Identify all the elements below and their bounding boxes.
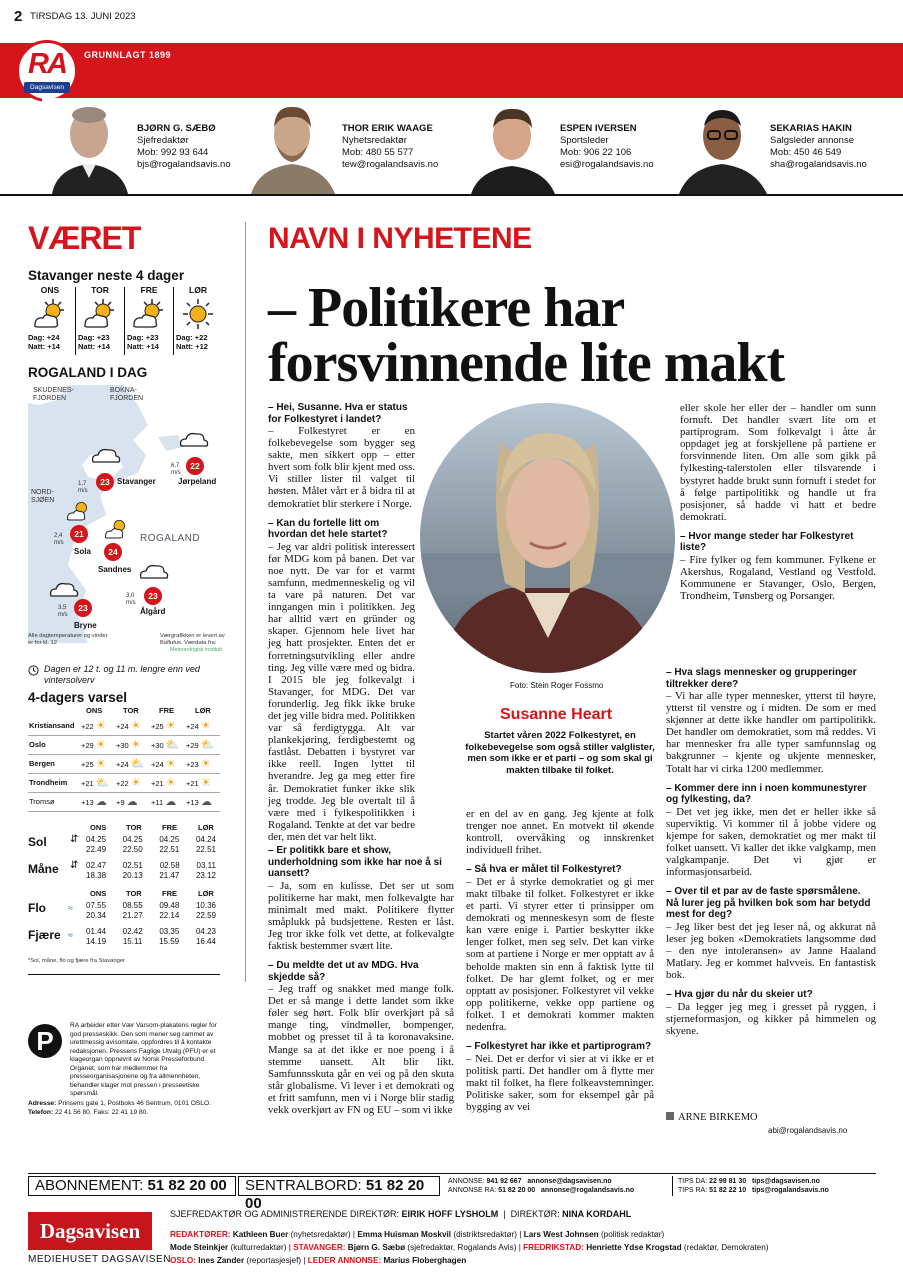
table-row [28, 735, 220, 754]
sun-icon: ☀ [130, 739, 141, 751]
table-row [28, 792, 220, 811]
staff-email[interactable]: sha@rogalandsavis.no [770, 159, 867, 170]
map-label-boknafjorden: BOKNA- FJORDEN [110, 387, 144, 402]
astro-day: FRE [162, 823, 177, 832]
forecast-temp: +11 ☁ [150, 792, 185, 811]
page-number: 2 [14, 8, 23, 25]
day-length [28, 664, 220, 685]
wind-speed: 1,7 m/s [78, 481, 88, 494]
staff-name: ESPEN IVERSEN [560, 123, 637, 134]
headline-line: forsvinnende lite makt [268, 332, 785, 394]
day-name: LØR [189, 285, 207, 295]
abonnement-phone: 51 82 20 00 [147, 1177, 227, 1194]
place-name: Sandnes [98, 565, 132, 574]
interview-question: – Er politikk bare et show, underholdning som ikke har noe å si uansett? [268, 845, 442, 879]
sun-icon: ☀ [165, 719, 176, 732]
interview-answer: – Ja, som en kulisse. Det ser ut som politikerne har makt, men folkevalgte har minimalt med makt. Politikere flytter småplukk på budsjettene. Resten er låst. Jeg tror ikke folk vet dette, at folkevalgte faktisk bestemmer svært lite. [268, 879, 454, 952]
astro-note: *Sol, måne, flo og fjære fra Stavanger [28, 958, 125, 964]
article-column-1 [268, 402, 415, 843]
staff-role: Sjefredaktør [137, 135, 189, 146]
staff-mobile: Mob: 480 55 577 [342, 147, 414, 158]
footer-editors-line-4: OSLO: Ines Zander (reportasjesjef) | LEDER ANNONSE: Marius Floberghagen [170, 1256, 467, 1265]
footer-editors-line-3: Mode Steinkjer (kulturredaktør) | STAVANGER: Bjørn G. Sæbø (sjefredaktør, Rogalands Avis) | FREDRIKSTAD: Henriette Ydse Krogstad (redaktør, Demokraten) [170, 1243, 769, 1252]
forecast-temp: +24 ⛅ [115, 754, 150, 773]
press-logo: P [28, 1024, 62, 1058]
headline [268, 277, 878, 394]
cloud-icon: ☁ [95, 796, 107, 808]
forecast-temp: +21 ☀ [185, 773, 220, 792]
sun-icon: ☀ [200, 719, 211, 732]
interview-question: – Over til et par av de faste spørsmålene. Nå lurer jeg på hvilken bok som har betydd mest for deg? [666, 886, 871, 921]
day-forecast [26, 285, 74, 351]
interview-answer: eller skole her eller der – handler om sunn fornuft. Det handler svært lite om et partiprogram. Som folkevalgt i åtte år oppdaget jeg at forskjellene på partiene er forsvinnende liten. Om alle som gikk på fylkesting-talerstolen eller tilsvarende i bystyret hadde brukt sunn fornuft i stedet for å følge partipolitikk og handle ut fra posisjoner, så hadde vi hatt et bedre demokrati. [680, 402, 876, 523]
sentralbord-phone: 51 82 20 00 [245, 1177, 425, 1212]
interview-question: – Hei, Susanne. Hva er status for Folkestyret i landet? [268, 402, 408, 425]
byline-email[interactable]: abi@rogalandsavis.no [768, 1126, 848, 1135]
flo-label: Flo [28, 901, 46, 915]
astro-day: LØR [198, 823, 214, 832]
sol-label: Sol [28, 835, 47, 849]
sun-cloud-icon [81, 297, 119, 331]
tide-day: LØR [198, 889, 214, 898]
interview-question: – Kommer dere inn i noen kommunestyrer og fylkesting, da? [666, 782, 867, 806]
forecast-temp: +30 ☀ [115, 735, 150, 754]
tide-day: TOR [126, 889, 142, 898]
founded-label: GRUNNLAGT 1899 [84, 50, 172, 60]
temp-badge: 23 [96, 473, 114, 491]
day-forecast [76, 285, 124, 351]
interview-answer: – Jeg var aldri politisk interessert før MDG kom på banen. Det var noe nytt. De var for et varmt samfunn, medmenneskelig og vil ta vare på naturen. Det var inngangen min i politikken. Jeg har alltid vært en gründer og skaper. Gjennom hele livet har jeg hatt prosjekter. Enten det er forretningsutvikling eller andre ting. Jeg ville være med og bidra. I 2015 ble jeg folkevalgt i Stavanger, for MDG. Det var forunderlig. Jeg fikk ikke bruke det jeg ville bidra med. Politikken var så ferdigtygga. Alt var plankekjøring, ferdigbestemt og fastlåst. Debatten i bystyret var ikke reell. Ingen lyttet til hverandre. Jeg ga meg etter fire år. Demokratiet funker ikke slik jeg trodde. Jeg ble overtalt til å være med i fylkespolitikken i Rogaland. Tenkte at det var bedre der, men det var helt likt. [268, 540, 415, 843]
cloud-icon [48, 579, 80, 599]
temp-badge: 24 [104, 543, 122, 561]
logo-sub: Dagsavisen [24, 82, 70, 93]
tide-day: ONS [90, 889, 107, 898]
byline-square-icon [666, 1112, 674, 1120]
article-column-3-lower [666, 667, 876, 1037]
sun-icon: ☀ [130, 777, 141, 789]
staff-portrait [465, 98, 560, 194]
weather-title: VÆRET [28, 220, 141, 256]
forecast-temp: +24 ☀ [150, 754, 185, 773]
tide-table: ONS TOR FRE LØR Flo ≈ 07.55 08.55 09.48 10.36 20.34 21.27 22.14 22.59 Fjære ≈ 01.44 02.42 03.35 04.23 14.19 15.11 15.59 16.44 [28, 889, 216, 946]
table-row [28, 754, 220, 773]
wind-speed: 3,5 m/s [58, 605, 68, 618]
staff-mobile: Mob: 450 46 549 [770, 147, 842, 158]
portrait-photo [420, 403, 675, 673]
interview-answer: – Fire fylker og fem kommuner. Fylkene er Akershus, Rogaland, Vestland og Vestfold. Kommunene er Stavanger, Oslo, Bergen, Trondheim, Tønsberg og Porsanger. [680, 553, 876, 603]
dag-temp: +23 [96, 333, 110, 342]
natt-label: Natt: [78, 342, 96, 351]
interview-question: – Hvor mange steder har Folkestyret liste? [680, 530, 854, 554]
person-description: Startet våren 2022 Folkestyret, en folkebevegelse som også stiller valglister, men som ikke er et parti – og som skal gi makten tilbake til folket. [465, 730, 655, 776]
forecast-day: TOR [123, 706, 139, 715]
forecast-temp: +13 ☁ [80, 792, 115, 811]
staff-role: Nyhetsredaktør [342, 135, 407, 146]
dag-temp: +23 [145, 333, 159, 342]
place-name: Stavanger [117, 477, 156, 486]
press-text: RA arbeider etter Vær Varsom-plakatens regler for god presseskikk. Den som mener seg rammet av urettmessig avisomtale, oppfordres til å kontakte redaksjonen. Pressens Faglige Utvalg (PFU) er et klageorgan oppnevnt av Norsk Presseforbund. Organet, som har medlemmer fra presseorganisasjonene og fra allmennheten, behandler klager mot pressen i presseetiske spørsmål. [70, 1022, 217, 1097]
interview-question: – Du meldte det ut av MDG. Hva skjedde så? [268, 960, 419, 983]
forecast-city: Kristiansand [28, 716, 80, 735]
day-name: ONS [40, 285, 60, 295]
day-length-text: Dagen er 12 t. og 11 m. lengre enn ved vintersolverv [44, 664, 200, 685]
temp-badge: 23 [144, 587, 162, 605]
interview-answer: – Folkestyret er en folkebevegelse som bygger seg sakte, men sikkert opp – etter hvert som folk blir kjent med oss. Vi stiller lister til valget til høsten. Målet vårt er å bidra til at demokratiet blir sterkere i Norge. [268, 425, 415, 510]
sentralbord-box [238, 1176, 440, 1212]
forecast-temp: +30 ⛅ [150, 735, 185, 754]
table-row [28, 716, 220, 735]
mane-label: Måne [28, 862, 59, 876]
tide-day: FRE [162, 889, 177, 898]
sun-icon: ☀ [200, 777, 211, 789]
sun-cloud-icon: ⛅ [95, 777, 110, 789]
forecast-city: Trondheim [28, 773, 80, 792]
interview-answer: – Vi har alle typer mennesker, ytterst til høyre, ytterst til venstre og i midten. De som er med skjønner at dette ikke handler om partipolitikk. Det handler om demokratiet, som må reddes. Vi har mennesker fra alle typer samfunnslag og bakgrunner – kjente og ukjente mennesker, Totalt har vi cirka 1200 medlemmer. [666, 690, 876, 775]
sun-icon: ☀ [95, 758, 106, 770]
met-label: Meteorologisk institutt [170, 647, 223, 653]
staff-role: Sportsleder [560, 135, 609, 146]
address-label: Adresse: [28, 1100, 57, 1107]
forecast-temp: +13 ☁ [185, 792, 220, 811]
wind-speed: 6,7 m/s [171, 463, 181, 476]
sun-icon: ☀ [130, 719, 141, 732]
forecast-city: Oslo [28, 735, 80, 754]
wind-speed: 3,0 m/s [126, 593, 136, 606]
interview-question: – Kan du fortelle litt om hvordan det hele startet? [268, 517, 388, 541]
natt-label: Natt: [28, 342, 46, 351]
staff-name: THOR ERIK WAAGE [342, 123, 433, 134]
staff-role: Salgsleder annonse [770, 135, 854, 146]
dagsavisen-logo: Dagsavisen [28, 1212, 152, 1250]
natt-label: Natt: [127, 342, 145, 351]
staff-email[interactable]: bjs@rogalandsavis.no [137, 159, 231, 170]
day-name: FRE [140, 285, 158, 295]
cloud-icon [138, 561, 170, 581]
forecast-day: LØR [195, 706, 211, 715]
sun-cloud-icon: ⛅ [130, 758, 145, 770]
interview-answer: – Det vet jeg ikke, men det er heller ikke så superviktig. Vi kommer til å jobbe videre og kjempe for saken, demokratiet og mer makt til folket uansett. Vi kaller det ikke valgkamp, men valgkampanje. Det vi gjør er informasjonsarbeid. [666, 805, 876, 879]
cloud-icon [90, 445, 122, 465]
stavanger-forecast-title: Stavanger neste 4 dager [28, 268, 185, 283]
interview-question: – Hva gjør du når du skeier ut? [666, 989, 813, 1001]
staff-name: SEKARIAS HAKIN [770, 123, 852, 134]
footer-editors-line-2: REDAKTØRER: Kathleen Buer (nyhetsredaktør) | Emma Huisman Moskvil (distriktsredaktør) | Lars West Johnsen (politisk redaktør) [170, 1230, 665, 1239]
interview-question: – Så hva er målet til Folkestyret? [466, 864, 622, 876]
cloud-icon: ☁ [200, 796, 212, 808]
phone-label: Telefon: [28, 1108, 54, 1116]
wind-speed: 2,4 m/s [54, 533, 64, 546]
interview-question: – Hva slags mennesker og grupperinger tiltrekker dere? [666, 667, 857, 690]
byline-name: ARNE BIRKEMO [678, 1112, 758, 1123]
sun-cloud-icon [102, 515, 132, 541]
forecast-day: ONS [86, 706, 103, 715]
rogaland-map [28, 385, 220, 643]
day-forecast [174, 285, 222, 351]
article-column-2 [466, 808, 654, 1113]
forecast-temp: +21 ⛅ [80, 773, 115, 792]
interview-answer: – Jeg traff og snakket med mange folk. Det er så mange i dette landet som ikke føler seg hørt. Folk blir overkjørt på så mange ting, vindmøller, bompenger, mobbet og presset til å ta koronavaksine. Mange sa at det ikke er noe poeng i å stemme uansett. Alt blir likt. Samfunnsskuta går en vei og på den skuta står globalisme. Vi lever i et demokrati og et fritt samfunn, men vi i Norge blir stadig vekk overkjørt av FN og EU – som vi ikke [268, 983, 454, 1116]
high-tide-icon: ≈ [68, 903, 73, 913]
rogaland-title: ROGALAND I DAG [28, 365, 148, 380]
interview-answer: – Det er å styrke demokratiet og gi mer makt tilbake til folket. Folkestyret er ikke et parti. Vi styrer etter ti prinsipper om demokrati og menneskesyn som de fleste kan være enige i. Partier beskytter ikke lenger folket, men seg selv. Det kan virke som at partiene i Norge er mer opptatt av å beholde makten sin enn å faktisk lytte til folket. De har glemt folket, og er mer opptatt av posisjoner. Folkestyret vil vekke opp politikerne, vekke opp partiene og folket. I et demokrati kommer makten nedenfra. [466, 875, 654, 1033]
forecast-temp: +22 ☀ [80, 716, 115, 735]
forecast-temp: +24 ☀ [115, 716, 150, 735]
astro-day: ONS [90, 823, 107, 832]
natt-temp: +14 [146, 342, 159, 351]
logo-text: RA [28, 48, 66, 80]
low-tide-icon: ≈ [68, 930, 73, 940]
forecast-temp: +29 ☀ [80, 735, 115, 754]
forecast-city: Tromsø [28, 792, 80, 811]
place-name: Bryne [74, 621, 97, 630]
place-name: Jørpeland [178, 477, 217, 486]
temp-badge: 22 [186, 457, 204, 475]
forecast-temp: +9 ☁ [115, 792, 150, 811]
sun-cloud-icon [64, 497, 94, 523]
place-name: Sola [74, 547, 91, 556]
moonrise-icon: ⇵ [70, 860, 79, 871]
abonnement-label: ABONNEMENT: [35, 1177, 144, 1194]
interview-question: – Folkestyret har ikke et partiprogram? [466, 1041, 652, 1053]
cloud-icon [178, 429, 210, 449]
staff-mobile: Mob: 992 93 644 [137, 147, 209, 158]
dag-label: Dag: [28, 333, 45, 342]
fjaere-label: Fjære [28, 928, 61, 942]
map-label-skudenes: SKUDENES- FJORDEN [33, 387, 74, 402]
article-column-3 [680, 402, 876, 602]
sunrise-icon: ⇵ [70, 834, 79, 845]
natt-temp: +14 [97, 342, 110, 351]
day-forecast [125, 285, 173, 351]
natt-temp: +12 [195, 342, 208, 351]
table-row [28, 773, 220, 792]
staff-portrait [675, 98, 770, 194]
temp-badge: 21 [70, 525, 88, 543]
sun-cloud-icon: ⛅ [200, 739, 215, 751]
section-kicker: NAVN I NYHETENE [268, 222, 532, 255]
fax: Faks: 22 41 19 80. [93, 1108, 149, 1116]
forecast-day: FRE [159, 706, 174, 715]
natt-temp: +14 [47, 342, 60, 351]
sun-icon: ☀ [95, 739, 106, 751]
staff-portrait [245, 98, 340, 194]
cloud-icon: ☁ [165, 796, 177, 808]
forecast-temp: +25 ☀ [150, 716, 185, 735]
astro-day: TOR [126, 823, 142, 832]
map-label-rogaland: ROGALAND [140, 533, 201, 544]
map-credit: Værgrafikken er levert av Baflufus. Værdata fra: [160, 633, 225, 646]
interview-answer: er en del av en gang. Jeg kjente at folk trenger noe annet. En motvekt til økende kontroll, overvåking og innskrenket individuell frihet. [466, 808, 654, 857]
phone: 22 41 56 80. [55, 1108, 92, 1116]
annonse-contact: ANNONSE: 941 92 667 annonse@dagsavisen.no ANNONSE RA: 51 82 20 00 annonse@rogalandsavis.no [448, 1178, 635, 1194]
sun-icon: ☀ [165, 758, 176, 770]
headline-line: – Politikere har [268, 277, 625, 339]
photo-credit: Foto: Stein Roger Fossmo [510, 681, 604, 690]
clock-icon [28, 665, 39, 676]
dag-label: Dag: [176, 333, 193, 342]
natt-label: Natt: [176, 342, 194, 351]
person-name: Susanne Heart [500, 706, 613, 723]
sun-cloud-icon [31, 297, 69, 331]
map-note: Alle dagtemperaturer og vinder er for kl. 12 [28, 633, 108, 646]
address: Prinsens gate 1, Postboks 46 Sentrum, 0101 OSLO. [58, 1100, 211, 1107]
dag-label: Dag: [78, 333, 95, 342]
forecast-table [28, 706, 220, 812]
article-column-1-lower [268, 845, 454, 1116]
map-label-nordsjoen: NORD- SJØEN [31, 489, 55, 504]
place-name: Ålgård [140, 607, 166, 616]
forecast-temp: +23 ☀ [185, 754, 220, 773]
dag-temp: +24 [46, 333, 60, 342]
sun-cloud-icon: ⛅ [165, 739, 180, 751]
staff-email[interactable]: esi@rogalandsavis.no [560, 159, 654, 170]
footer-editors-line-1: SJEFREDAKTØR OG ADMINISTRERENDE DIREKTØR: EIRIK HOFF LYSHOLM | DIREKTØR: NINA KORDAHL [170, 1209, 632, 1219]
temp-badge: 23 [74, 599, 92, 617]
sun-icon: ☀ [200, 758, 211, 770]
forecast-temp: +22 ☀ [115, 773, 150, 792]
forecast-title: 4-dagers varsel [28, 690, 128, 705]
sun-icon [179, 297, 217, 331]
day-name: TOR [91, 285, 109, 295]
forecast-temp: +24 ☀ [185, 716, 220, 735]
staff-name: BJØRN G. SÆBØ [137, 123, 216, 134]
interview-answer: – Nei. Det er derfor vi sier at vi ikke er et politisk parti. Det handler om å flytte mer makt til folket, ha flere folkeavstemninger. Politiske saker, som for eksempel går på bygging av vei [466, 1052, 654, 1113]
abonnement-box [28, 1176, 236, 1196]
interview-answer: – Da legger jeg meg i gresset på ryggen, i stjerneformasjon, og kikker på himmelen og skyene. [666, 1000, 876, 1037]
column-divider [245, 222, 246, 982]
sun-icon: ☀ [95, 719, 106, 732]
staff-email[interactable]: tew@rogalandsavis.no [342, 159, 439, 170]
interview-answer: – Jeg liker best det jeg leser nå, og akkurat nå leser jeg boken «Demokratiets langsomme død – den nye intoleransen» av Janne Haaland Matlary. Jeg er kommet halvveis. En fantastisk bok. [666, 920, 876, 982]
tips-contact: TIPS DA: 22 99 81 30 tips@dagsavisen.no TIPS RA: 51 82 22 10 tips@rogalandsavis.no [678, 1178, 829, 1194]
forecast-temp: +25 ☀ [80, 754, 115, 773]
sentralbord-label: SENTRALBORD: [245, 1177, 362, 1194]
cloud-icon: ☁ [126, 796, 138, 808]
page-date: TIRSDAG 13. JUNI 2023 [30, 11, 136, 22]
staff-divider [0, 194, 903, 196]
forecast-city: Bergen [28, 754, 80, 773]
mediehuset-label: MEDIEHUSET DAGSAVISEN [28, 1254, 171, 1265]
sun-cloud-icon [130, 297, 168, 331]
byline [666, 1112, 758, 1123]
dag-temp: +22 [194, 333, 208, 342]
sun-icon: ☀ [165, 777, 176, 789]
staff-mobile: Mob: 906 22 106 [560, 147, 632, 158]
forecast-temp: +29 ⛅ [185, 735, 220, 754]
forecast-temp: +21 ☀ [150, 773, 185, 792]
ra-logo [16, 40, 78, 102]
dag-label: Dag: [127, 333, 144, 342]
sun-moon-table: ONS TOR FRE LØR Sol ⇵ 04.25 04.25 04.25 04.24 22.49 22.50 22.51 22.51 Måne ⇵ 02.47 02.51 02.58 03.11 18.38 20.13 21.47 23.12 [28, 823, 216, 880]
press-ethics-box [28, 1022, 220, 1126]
staff-portrait [42, 98, 137, 194]
